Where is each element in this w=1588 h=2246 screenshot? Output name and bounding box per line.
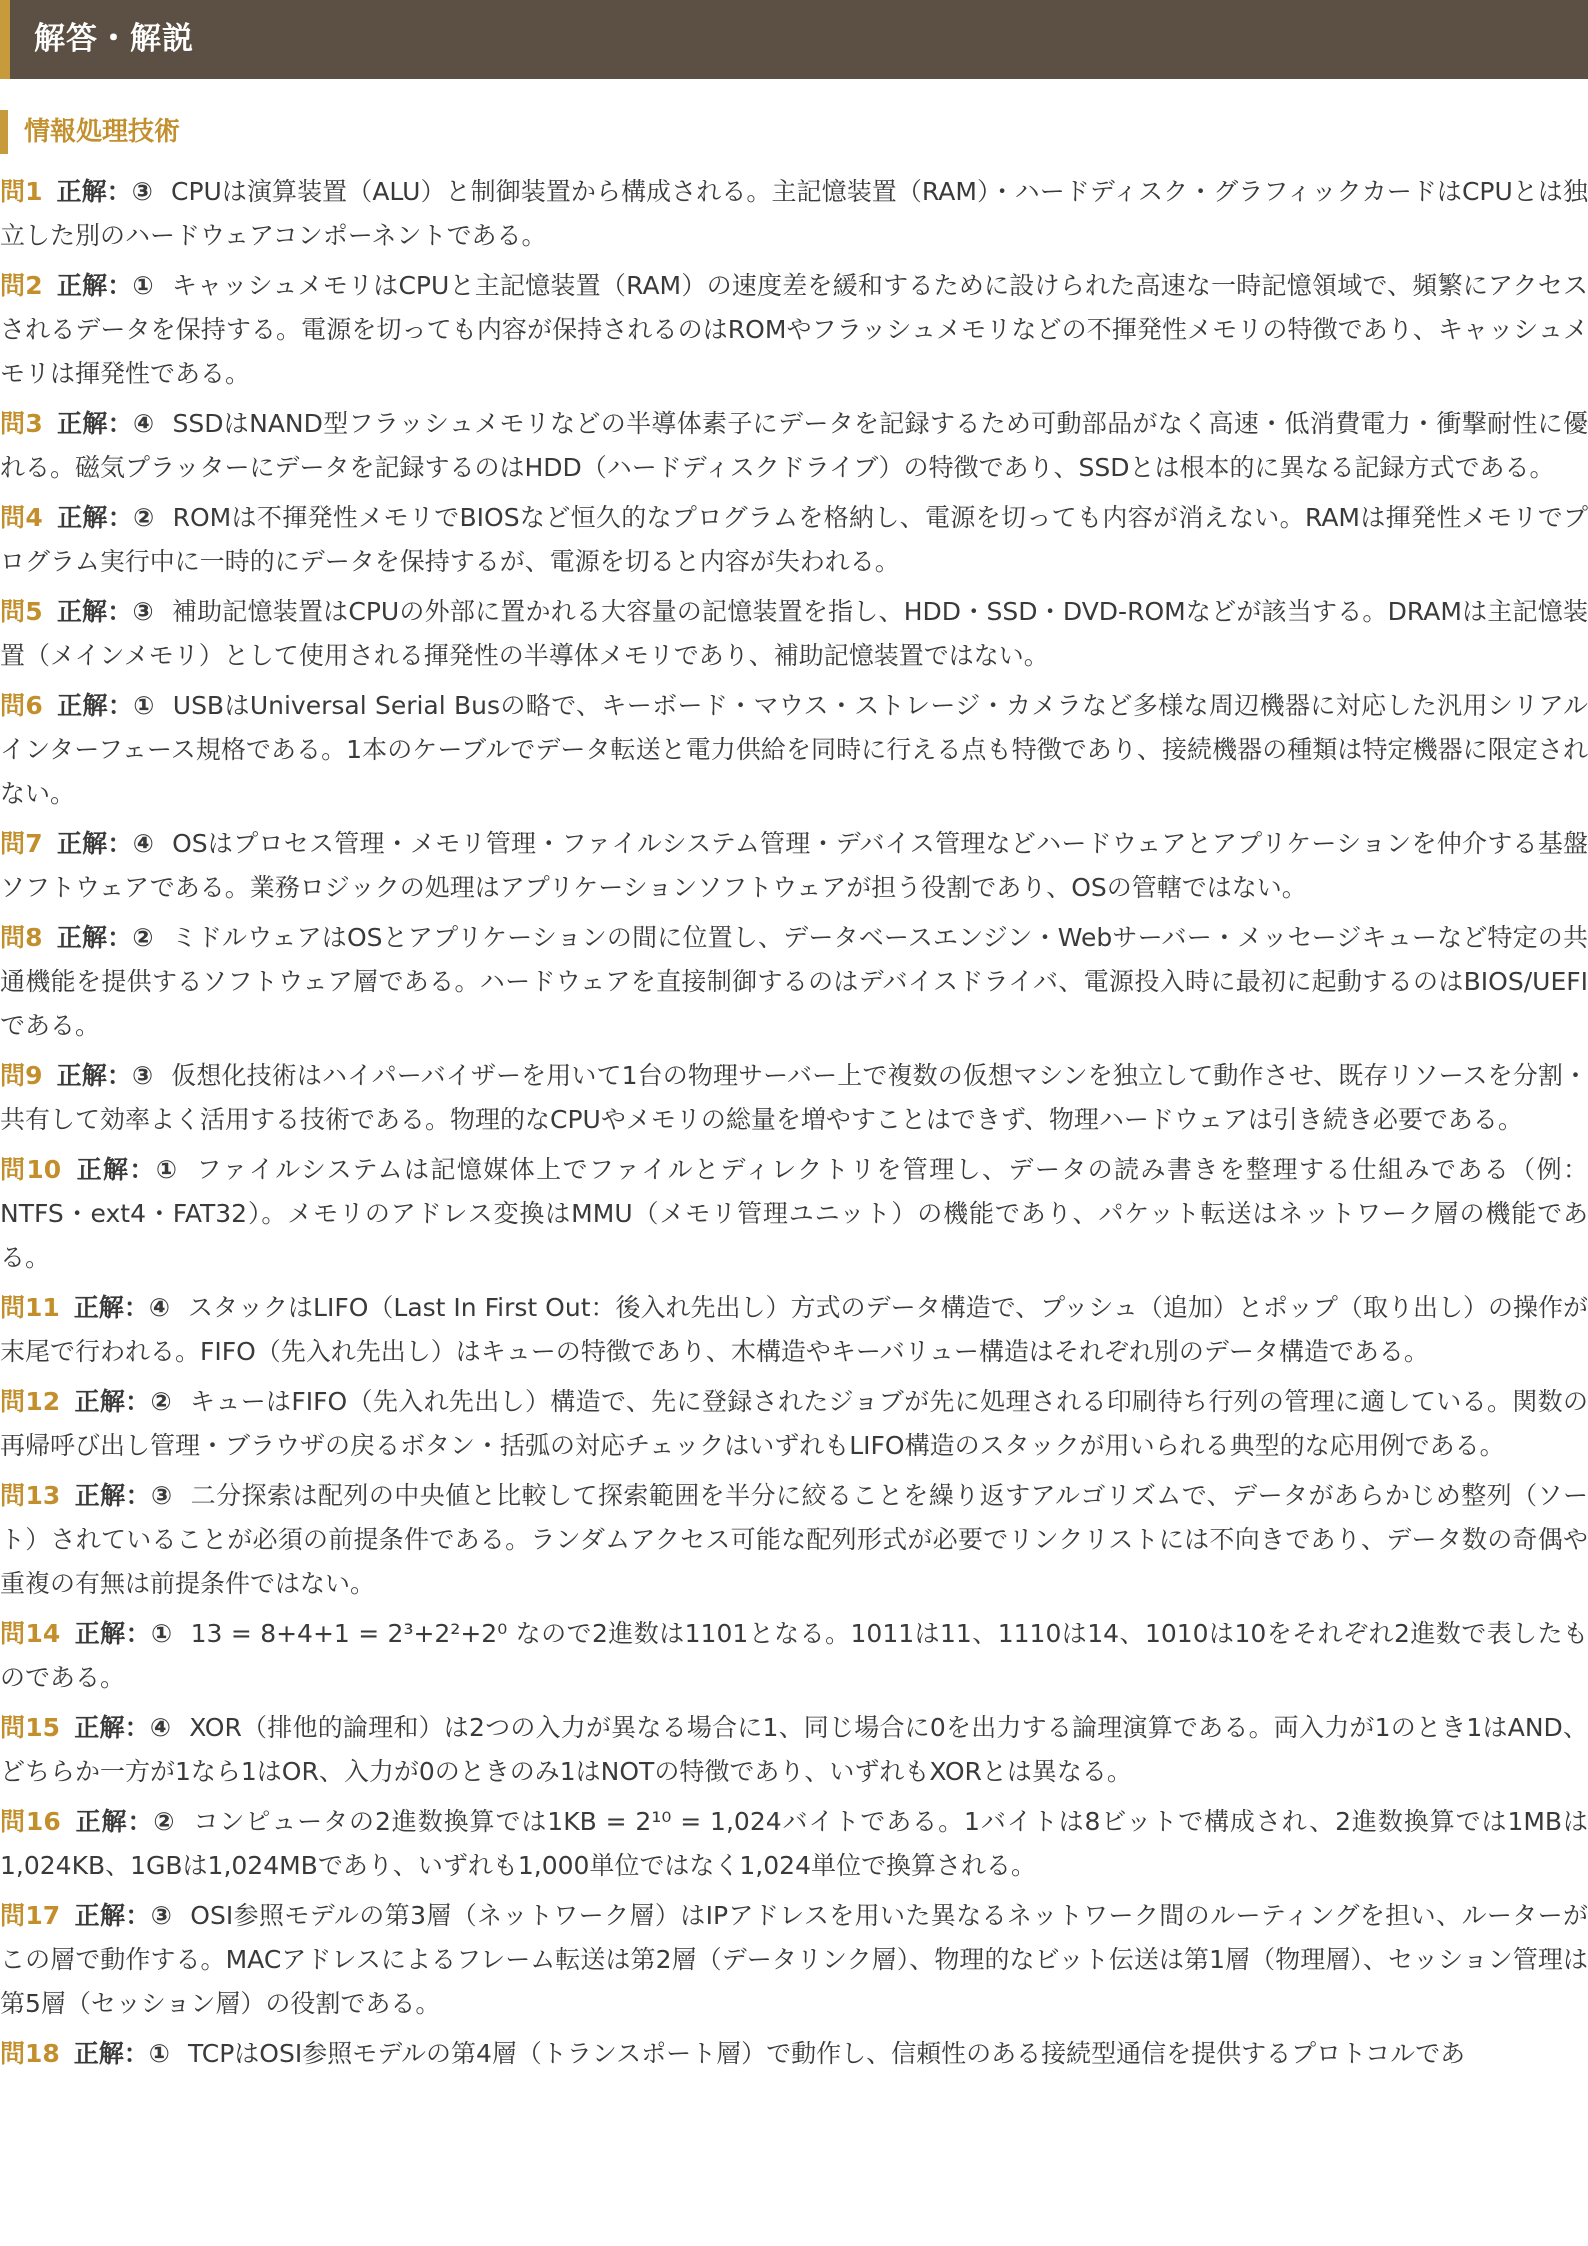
answer-label: 正解：① bbox=[73, 2039, 170, 2068]
explanation-text: 二分探索は配列の中央値と比較して探索範囲を半分に絞ることを繰り返すアルゴリズムで、データがあらかじめ整列（ソート）されていることが必須の前提条件である。ランダムアクセス可能な配列形式が必要でリンクリストには不向きであり、データ数の奇偶や重複の有無は前提条件ではない。 bbox=[0, 1481, 1588, 1598]
question-number: 問11 bbox=[0, 1293, 60, 1322]
qa-item-3 bbox=[0, 402, 1588, 490]
explanation-text: スタックはLIFO（Last In First Out：後入れ先出し）方式のデータ構造で、プッシュ（追加）とポップ（取り出し）の操作が末尾で行われる。FIFO（先入れ先出し）はキューの特徴であり、木構造やキーバリュー構造はそれぞれ別のデータ構造である。 bbox=[0, 1293, 1588, 1366]
question-number: 問9 bbox=[0, 1061, 43, 1090]
qa-item-12 bbox=[0, 1380, 1588, 1468]
explanation-text: SSDはNAND型フラッシュメモリなどの半導体素子にデータを記録するため可動部品がなく高速・低消費電力・衝撃耐性に優れる。磁気プラッターにデータを記録するのはHDD（ハードディスクドライブ）の特徴であり、SSDとは根本的に異なる記録方式である。 bbox=[0, 409, 1588, 482]
qa-item-4 bbox=[0, 496, 1588, 584]
explanation-text: キャッシュメモリはCPUと主記憶装置（RAM）の速度差を緩和するために設けられた高速な一時記憶領域で、頻繁にアクセスされるデータを保持する。電源を切っても内容が保持されるのはROMやフラッシュメモリなどの不揮発性メモリの特徴であり、キャッシュメモリは揮発性である。 bbox=[0, 271, 1588, 388]
section-title: 情報処理技術 bbox=[24, 117, 181, 147]
answer-label: 正解：④ bbox=[56, 829, 155, 858]
question-number: 問17 bbox=[0, 1901, 61, 1930]
explanation-text: XOR（排他的論理和）は2つの入力が異なる場合に1、同じ場合に0を出力する論理演算である。両入力が1のとき1はAND、どちらか一方が1なら1はOR、入力が0のときのみ1はNOTの特徴であり、いずれもXORとは異なる。 bbox=[0, 1713, 1588, 1786]
answer-label: 正解：③ bbox=[74, 1901, 173, 1930]
qa-item-16 bbox=[0, 1800, 1588, 1888]
answer-label: 正解：① bbox=[56, 691, 155, 720]
qa-item-9 bbox=[0, 1054, 1588, 1142]
question-number: 問5 bbox=[0, 597, 43, 626]
explanation-text: ミドルウェアはOSとアプリケーションの間に位置し、データベースエンジン・Webサーバー・メッセージキューなど特定の共通機能を提供するソフトウェア層である。ハードウェアを直接制御するのはデバイスドライバ、電源投入時に最初に起動するのはBIOS/UEFIである。 bbox=[0, 923, 1588, 1040]
question-number: 問13 bbox=[0, 1481, 61, 1510]
question-number: 問7 bbox=[0, 829, 43, 858]
question-number: 問1 bbox=[0, 177, 43, 206]
question-number: 問16 bbox=[0, 1807, 61, 1836]
answer-label: 正解：② bbox=[56, 923, 154, 952]
qa-item-6 bbox=[0, 684, 1588, 816]
answer-label: 正解：② bbox=[74, 1387, 173, 1416]
qa-item-5 bbox=[0, 590, 1588, 678]
answer-label: 正解：④ bbox=[74, 1713, 172, 1742]
qa-item-10 bbox=[0, 1148, 1588, 1280]
question-number: 問12 bbox=[0, 1387, 61, 1416]
question-number: 問14 bbox=[0, 1619, 61, 1648]
section-heading bbox=[0, 110, 180, 154]
answer-label: 正解：① bbox=[75, 1155, 179, 1184]
qa-item-18 bbox=[0, 2032, 1588, 2076]
answer-label: 正解：② bbox=[56, 503, 155, 532]
answer-label: 正解：① bbox=[74, 1619, 173, 1648]
explanation-text: USBはUniversal Serial Busの略で、キーボード・マウス・ストレージ・カメラなど多様な周辺機器に対応した汎用シリアルインターフェース規格である。1本のケーブルでデータ転送と電力供給を同時に行える点も特徴であり、接続機器の種類は特定機器に限定されない。 bbox=[0, 691, 1588, 808]
qa-item-11 bbox=[0, 1286, 1588, 1374]
explanation-text: ROMは不揮発性メモリでBIOSなど恒久的なプログラムを格納し、電源を切っても内容が消えない。RAMは揮発性メモリでプログラム実行中に一時的にデータを保持するが、電源を切ると内容が失われる。 bbox=[0, 503, 1588, 576]
question-number: 問3 bbox=[0, 409, 43, 438]
question-number: 問4 bbox=[0, 503, 43, 532]
question-number: 問18 bbox=[0, 2039, 60, 2068]
answer-label: 正解：① bbox=[56, 271, 154, 300]
explanation-text: コンピュータの2進数換算では1KB = 2¹⁰ = 1,024バイトである。1バイトは8ビットで構成され、2進数換算では1MBは1,024KB、1GBは1,024MBであり、いずれも1,000単位ではなく1,024単位で換算される。 bbox=[0, 1807, 1588, 1880]
page-title: 解答・解説 bbox=[34, 21, 194, 57]
answer-label: 正解：② bbox=[74, 1807, 176, 1836]
explanation-text: OSI参照モデルの第3層（ネットワーク層）はIPアドレスを用いた異なるネットワーク間のルーティングを担い、ルーターがこの層で動作する。MACアドレスによるフレーム転送は第2層（データリンク層）、物理的なビット伝送は第1層（物理層）、セッション管理は第5層（セッション層）の役割である。 bbox=[0, 1901, 1588, 2018]
qa-item-17 bbox=[0, 1894, 1588, 2026]
explanation-text: CPUは演算装置（ALU）と制御装置から構成される。主記憶装置（RAM）・ハードディスク・グラフィックカードはCPUとは独立した別のハードウェアコンポーネントである。 bbox=[0, 177, 1588, 250]
explanation-text: OSはプロセス管理・メモリ管理・ファイルシステム管理・デバイス管理などハードウェアとアプリケーションを仲介する基盤ソフトウェアである。業務ロジックの処理はアプリケーションソフトウェアが担う役割であり、OSの管轄ではない。 bbox=[0, 829, 1588, 902]
qa-item-15 bbox=[0, 1706, 1588, 1794]
qa-item-13 bbox=[0, 1474, 1588, 1606]
qa-list bbox=[0, 170, 1588, 2082]
answer-label: 正解：③ bbox=[56, 597, 154, 626]
question-number: 問10 bbox=[0, 1155, 62, 1184]
question-number: 問2 bbox=[0, 271, 43, 300]
question-number: 問8 bbox=[0, 923, 43, 952]
qa-item-2 bbox=[0, 264, 1588, 396]
explanation-text: キューはFIFO（先入れ先出し）構造で、先に登録されたジョブが先に処理される印刷待ち行列の管理に適している。関数の再帰呼び出し管理・ブラウザの戻るボタン・括弧の対応チェックはいずれもLIFO構造のスタックが用いられる典型的な応用例である。 bbox=[0, 1387, 1588, 1460]
qa-item-1 bbox=[0, 170, 1588, 258]
answer-label: 正解：③ bbox=[56, 1061, 154, 1090]
explanation-text: TCPはOSI参照モデルの第4層（トランスポート層）で動作し、信頼性のある接続型通信を提供するプロトコルであ bbox=[187, 2039, 1466, 2068]
explanation-text: 13 = 8+4+1 = 2³+2²+2⁰ なので2進数は1101となる。1011は11、1110は14、1010は10をそれぞれ2進数で表したものである。 bbox=[0, 1619, 1588, 1692]
explanation-text: 補助記憶装置はCPUの外部に置かれる大容量の記憶装置を指し、HDD・SSD・DVD-ROMなどが該当する。DRAMは主記憶装置（メインメモリ）として使用される揮発性の半導体メモリであり、補助記憶装置ではない。 bbox=[0, 597, 1588, 670]
answer-label: 正解：④ bbox=[73, 1293, 170, 1322]
question-number: 問6 bbox=[0, 691, 43, 720]
answer-label: 正解：③ bbox=[56, 177, 153, 206]
answer-label: 正解：④ bbox=[56, 409, 155, 438]
qa-item-14 bbox=[0, 1612, 1588, 1700]
question-number: 問15 bbox=[0, 1713, 61, 1742]
explanation-text: 仮想化技術はハイパーバイザーを用いて1台の物理サーバー上で複数の仮想マシンを独立して動作させ、既存リソースを分割・共有して効率よく活用する技術である。物理的なCPUやメモリの総量を増やすことはできず、物理ハードウェアは引き続き必要である。 bbox=[0, 1061, 1588, 1134]
explanation-text: ファイルシステムは記憶媒体上でファイルとディレクトリを管理し、データの読み書きを整理する仕組みである（例：NTFS・ext4・FAT32）。メモリのアドレス変換はMMU（メモリ管理ユニット）の機能であり、パケット転送はネットワーク層の機能である。 bbox=[0, 1155, 1588, 1272]
qa-item-7 bbox=[0, 822, 1588, 910]
header-bar bbox=[0, 0, 1588, 79]
qa-item-8 bbox=[0, 916, 1588, 1048]
answer-label: 正解：③ bbox=[74, 1481, 173, 1510]
